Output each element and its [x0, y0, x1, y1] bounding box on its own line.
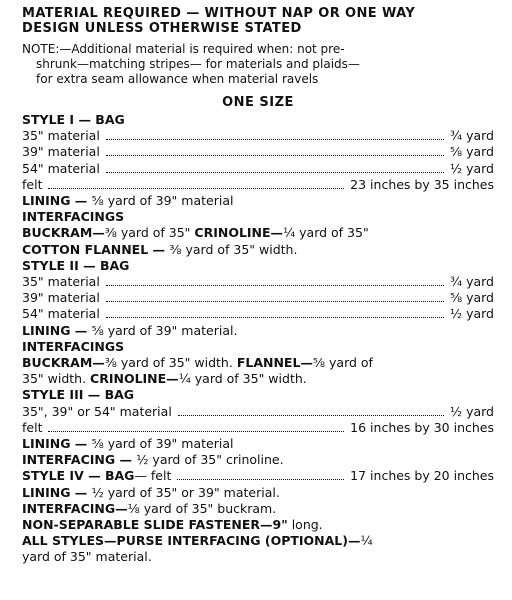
flannel-label: FLANNEL—: [236, 355, 313, 371]
row-label: — felt: [134, 468, 172, 484]
width-text: 35" width.: [22, 371, 91, 387]
crinoline-text: ¼ yard of 35": [283, 225, 369, 241]
row-label: felt: [22, 419, 43, 435]
row-amount: ½ yard: [449, 306, 494, 322]
crinoline-label: CRINOLINE—: [90, 371, 179, 387]
dot-leader: [106, 139, 444, 140]
row-amount: ¾ yard: [449, 274, 494, 290]
dot-leader: [177, 479, 344, 480]
dot-leader: [48, 431, 344, 432]
note-line-1: NOTE:—Additional material is required when: not pre-: [22, 42, 345, 56]
note-block: [22, 42, 494, 87]
style-2-heading: STYLE II — BAG: [22, 257, 130, 273]
style-1-flannel: [22, 242, 494, 258]
interfacing-label: INTERFACING —: [22, 452, 137, 468]
note-line-3: for extra seam allowance when material ravels: [36, 72, 319, 86]
style-3-row: [22, 404, 494, 420]
style-1-row-54: [22, 161, 494, 177]
row-label: felt: [22, 176, 43, 192]
style-4-interfacing: [22, 501, 494, 517]
row-amount: ⅝ yard: [449, 290, 494, 306]
dot-leader: [106, 317, 444, 318]
lining-label: LINING —: [22, 484, 92, 500]
all-styles-line-2: yard of 35" material.: [22, 549, 152, 565]
style-2-lining: [22, 323, 494, 339]
style-2-row-54: [22, 306, 494, 322]
row-label: 35" material: [22, 274, 100, 290]
style-4-heading: STYLE IV — BAG: [22, 468, 135, 484]
row-label: 35", 39" or 54" material: [22, 403, 172, 419]
flannel-text: ⅝ yard of: [312, 355, 373, 371]
lining-label: LINING —: [22, 193, 92, 209]
all-styles-line: [22, 533, 494, 549]
row-amount: ½ yard: [449, 403, 494, 419]
buckram-label: BUCKRAM—: [22, 355, 105, 371]
lining-label: LINING —: [22, 322, 92, 338]
style-4-lining: [22, 485, 494, 501]
row-label: 39" material: [22, 144, 100, 160]
crinoline-label: CRINOLINE—: [194, 225, 284, 241]
interfacing-label: INTERFACING—: [22, 500, 128, 516]
style-3-heading: STYLE III — BAG: [22, 387, 135, 403]
title-line-1: MATERIAL REQUIRED — WITHOUT NAP OR ONE WAY: [22, 6, 416, 21]
style-3-felt-row: [22, 420, 494, 436]
style-2-interfacings: INTERFACINGS: [22, 338, 125, 354]
lining-text: ⅝ yard of 39" material: [91, 193, 234, 209]
dot-leader: [178, 415, 444, 416]
crinoline-text: ¼ yard of 35" width.: [178, 371, 307, 387]
style-4-heading-row: [22, 468, 494, 484]
dot-leader: [48, 188, 344, 189]
lining-text: ⅝ yard of 39" material: [91, 436, 234, 452]
row-label: 54" material: [22, 160, 100, 176]
style-1-row-39: [22, 144, 494, 160]
style-1-heading: STYLE I — BAG: [22, 112, 125, 127]
style-1-felt-row: [22, 177, 494, 193]
dot-leader: [106, 155, 444, 156]
style-2-crinoline: [22, 371, 494, 387]
flannel-text: ⅜ yard of 35" width.: [169, 241, 298, 257]
dot-leader: [106, 301, 444, 302]
row-amount: ⅝ yard: [449, 144, 494, 160]
lining-text: ⅝ yard of 39" material.: [91, 322, 238, 338]
row-amount: 23 inches by 35 inches: [350, 176, 494, 192]
buckram-label: BUCKRAM—: [22, 225, 105, 241]
row-label: 54" material: [22, 306, 100, 322]
style-3-interfacing: [22, 452, 494, 468]
style-2-row-35: [22, 274, 494, 290]
dot-leader: [106, 285, 444, 286]
row-amount: ¾ yard: [449, 128, 494, 144]
style-2-row-39: [22, 290, 494, 306]
style-1-lining: [22, 193, 494, 209]
row-amount: 17 inches by 20 inches: [350, 468, 494, 484]
flannel-label: COTTON FLANNEL —: [22, 241, 170, 257]
row-label: 35" material: [22, 128, 100, 144]
buckram-text: ⅜ yard of 35": [104, 225, 195, 241]
row-label: 39" material: [22, 290, 100, 306]
row-amount: 16 inches by 30 inches: [350, 419, 494, 435]
buckram-text: ⅜ yard of 35" width.: [104, 355, 237, 371]
style-2-buckram: [22, 355, 494, 371]
row-amount: ½ yard: [449, 160, 494, 176]
style-1-buckram: [22, 225, 494, 241]
fastener-line: [22, 517, 494, 533]
interfacing-text: ½ yard of 35" crinoline.: [136, 452, 284, 468]
lining-label: LINING —: [22, 436, 92, 452]
fastener-label: NON-SEPARABLE SLIDE FASTENER—9": [22, 517, 288, 533]
fastener-text: long.: [287, 517, 323, 533]
style-1-interfacings: INTERFACINGS: [22, 209, 125, 225]
dot-leader: [106, 172, 444, 173]
interfacing-text: ⅛ yard of 35" buckram.: [127, 500, 277, 516]
all-styles-amount: ¼: [360, 533, 373, 549]
size-heading: ONE SIZE: [222, 95, 294, 110]
style-1-row-35: [22, 128, 494, 144]
all-styles-label: ALL STYLES—PURSE INTERFACING (OPTIONAL)—: [22, 533, 361, 549]
note-line-2: shrunk—matching stripes— for materials and plaids—: [36, 57, 360, 71]
lining-text: ½ yard of 35" or 39" material.: [91, 484, 280, 500]
title-line-2: DESIGN UNLESS OTHERWISE STATED: [22, 21, 302, 36]
style-3-lining: [22, 436, 494, 452]
